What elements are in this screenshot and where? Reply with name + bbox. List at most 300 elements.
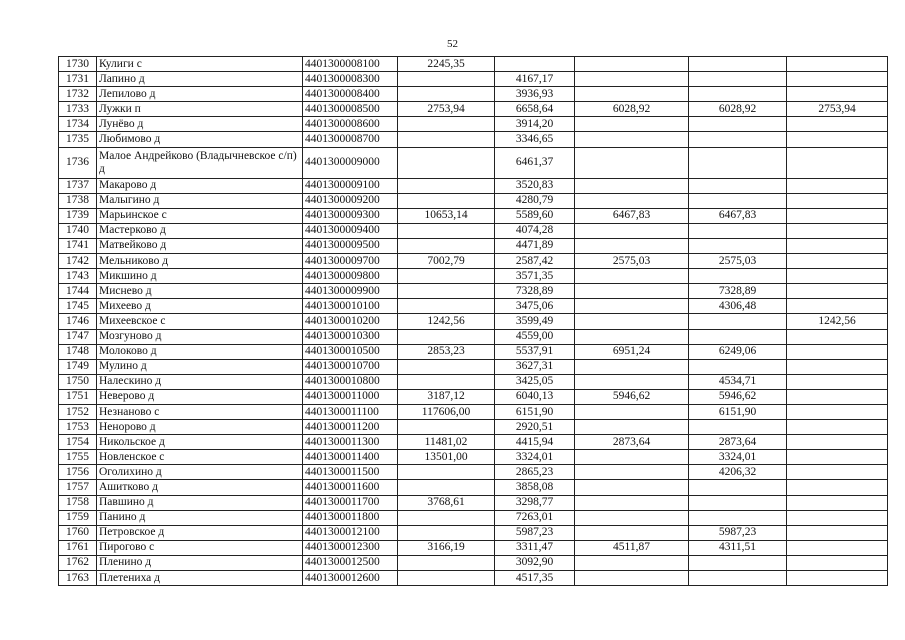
value-3-cell xyxy=(575,269,689,284)
value-5-cell xyxy=(787,374,888,389)
row-number-cell: 1742 xyxy=(59,254,97,269)
value-5-cell xyxy=(787,269,888,284)
oktmo-code-cell: 4401300009500 xyxy=(303,238,398,253)
value-4-cell: 6151,90 xyxy=(689,404,787,419)
value-3-cell xyxy=(575,87,689,102)
value-4-cell xyxy=(689,238,787,253)
settlement-name-cell: Налескино д xyxy=(97,374,303,389)
value-4-cell xyxy=(689,87,787,102)
value-4-cell xyxy=(689,359,787,374)
settlement-name-cell: Петровское д xyxy=(97,525,303,540)
row-number-cell: 1761 xyxy=(59,540,97,555)
settlement-name-cell: Микшино д xyxy=(97,269,303,284)
settlement-name-cell: Незнаново с xyxy=(97,404,303,419)
row-number-cell: 1759 xyxy=(59,510,97,525)
settlement-name-cell: Миснево д xyxy=(97,284,303,299)
settlement-name-cell: Матвейково д xyxy=(97,238,303,253)
value-4-cell: 4306,48 xyxy=(689,299,787,314)
settlement-name-cell: Михеевское с xyxy=(97,314,303,329)
value-2-cell: 7328,89 xyxy=(495,284,575,299)
table-row xyxy=(59,329,888,344)
table-row xyxy=(59,480,888,495)
value-5-cell xyxy=(787,555,888,570)
row-number-cell: 1751 xyxy=(59,389,97,404)
row-number-cell: 1743 xyxy=(59,269,97,284)
value-3-cell xyxy=(575,495,689,510)
oktmo-code-cell: 4401300009200 xyxy=(303,193,398,208)
oktmo-code-cell: 4401300011800 xyxy=(303,510,398,525)
value-5-cell xyxy=(787,435,888,450)
value-1-cell xyxy=(398,117,495,132)
table-row xyxy=(59,525,888,540)
value-3-cell xyxy=(575,299,689,314)
value-5-cell xyxy=(787,495,888,510)
value-4-cell xyxy=(689,555,787,570)
settlement-name-cell: Оголихино д xyxy=(97,465,303,480)
table-row xyxy=(59,420,888,435)
value-2-cell: 5537,91 xyxy=(495,344,575,359)
value-3-cell xyxy=(575,450,689,465)
value-1-cell xyxy=(398,72,495,87)
value-3-cell xyxy=(575,480,689,495)
value-3-cell: 5946,62 xyxy=(575,389,689,404)
value-3-cell xyxy=(575,72,689,87)
value-3-cell xyxy=(575,132,689,147)
value-2-cell: 3311,47 xyxy=(495,540,575,555)
value-2-cell: 3324,01 xyxy=(495,450,575,465)
settlement-name-cell: Марьинское с xyxy=(97,208,303,223)
settlement-name-cell: Новленское с xyxy=(97,450,303,465)
value-5-cell xyxy=(787,420,888,435)
oktmo-code-cell: 4401300008400 xyxy=(303,87,398,102)
settlement-name-cell: Пирогово с xyxy=(97,540,303,555)
value-5-cell xyxy=(787,510,888,525)
value-5-cell xyxy=(787,208,888,223)
value-4-cell: 4206,32 xyxy=(689,465,787,480)
value-1-cell xyxy=(398,178,495,193)
settlement-name-cell: Молоково д xyxy=(97,344,303,359)
oktmo-code-cell: 4401300009100 xyxy=(303,178,398,193)
value-3-cell: 6467,83 xyxy=(575,208,689,223)
value-5-cell xyxy=(787,132,888,147)
oktmo-code-cell: 4401300012300 xyxy=(303,540,398,555)
value-4-cell: 7328,89 xyxy=(689,284,787,299)
row-number-cell: 1750 xyxy=(59,374,97,389)
table-row xyxy=(59,435,888,450)
row-number-cell: 1736 xyxy=(59,147,97,178)
value-2-cell: 3936,93 xyxy=(495,87,575,102)
settlement-name-cell: Мозгуново д xyxy=(97,329,303,344)
oktmo-code-cell: 4401300008100 xyxy=(303,57,398,72)
settlements-table xyxy=(58,56,888,586)
value-3-cell xyxy=(575,420,689,435)
value-3-cell xyxy=(575,571,689,586)
value-2-cell: 3599,49 xyxy=(495,314,575,329)
value-4-cell xyxy=(689,178,787,193)
row-number-cell: 1749 xyxy=(59,359,97,374)
value-3-cell xyxy=(575,238,689,253)
value-1-cell xyxy=(398,193,495,208)
oktmo-code-cell: 4401300008300 xyxy=(303,72,398,87)
table-row xyxy=(59,132,888,147)
row-number-cell: 1756 xyxy=(59,465,97,480)
oktmo-code-cell: 4401300009000 xyxy=(303,147,398,178)
value-1-cell xyxy=(398,374,495,389)
value-1-cell xyxy=(398,420,495,435)
value-3-cell xyxy=(575,117,689,132)
row-number-cell: 1753 xyxy=(59,420,97,435)
value-2-cell: 7263,01 xyxy=(495,510,575,525)
row-number-cell: 1754 xyxy=(59,435,97,450)
table-row xyxy=(59,344,888,359)
value-2-cell: 4415,94 xyxy=(495,435,575,450)
value-1-cell xyxy=(398,269,495,284)
oktmo-code-cell: 4401300009300 xyxy=(303,208,398,223)
value-2-cell: 5987,23 xyxy=(495,525,575,540)
oktmo-code-cell: 4401300010700 xyxy=(303,359,398,374)
oktmo-code-cell: 4401300010200 xyxy=(303,314,398,329)
table-row xyxy=(59,178,888,193)
value-2-cell: 3425,05 xyxy=(495,374,575,389)
table-row xyxy=(59,117,888,132)
value-4-cell xyxy=(689,269,787,284)
value-2-cell: 2865,23 xyxy=(495,465,575,480)
value-2-cell: 3298,77 xyxy=(495,495,575,510)
value-4-cell xyxy=(689,495,787,510)
value-1-cell xyxy=(398,87,495,102)
value-1-cell: 1242,56 xyxy=(398,314,495,329)
value-2-cell: 4167,17 xyxy=(495,72,575,87)
value-1-cell xyxy=(398,284,495,299)
value-2-cell: 3520,83 xyxy=(495,178,575,193)
value-1-cell xyxy=(398,329,495,344)
settlement-name-cell: Лунёво д xyxy=(97,117,303,132)
value-5-cell xyxy=(787,465,888,480)
value-1-cell: 3768,61 xyxy=(398,495,495,510)
value-3-cell xyxy=(575,404,689,419)
oktmo-code-cell: 4401300008700 xyxy=(303,132,398,147)
value-4-cell xyxy=(689,480,787,495)
table-row xyxy=(59,389,888,404)
value-2-cell: 3092,90 xyxy=(495,555,575,570)
value-1-cell xyxy=(398,299,495,314)
value-3-cell xyxy=(575,314,689,329)
row-number-cell: 1758 xyxy=(59,495,97,510)
value-2-cell: 4074,28 xyxy=(495,223,575,238)
row-number-cell: 1747 xyxy=(59,329,97,344)
oktmo-code-cell: 4401300011100 xyxy=(303,404,398,419)
table-row xyxy=(59,571,888,586)
value-3-cell xyxy=(575,525,689,540)
value-2-cell: 2920,51 xyxy=(495,420,575,435)
table-row xyxy=(59,404,888,419)
value-5-cell xyxy=(787,540,888,555)
table-row xyxy=(59,269,888,284)
row-number-cell: 1762 xyxy=(59,555,97,570)
table-row xyxy=(59,147,888,178)
settlement-name-cell: Михеево д xyxy=(97,299,303,314)
table-body xyxy=(59,57,888,586)
row-number-cell: 1760 xyxy=(59,525,97,540)
value-4-cell: 5946,62 xyxy=(689,389,787,404)
value-4-cell xyxy=(689,223,787,238)
row-number-cell: 1732 xyxy=(59,87,97,102)
value-4-cell xyxy=(689,117,787,132)
oktmo-code-cell: 4401300010800 xyxy=(303,374,398,389)
oktmo-code-cell: 4401300010500 xyxy=(303,344,398,359)
value-5-cell xyxy=(787,571,888,586)
value-1-cell xyxy=(398,465,495,480)
value-5-cell: 1242,56 xyxy=(787,314,888,329)
table-row xyxy=(59,450,888,465)
value-3-cell xyxy=(575,57,689,72)
value-2-cell: 3346,65 xyxy=(495,132,575,147)
settlement-name-cell: Малыгино д xyxy=(97,193,303,208)
table-row xyxy=(59,72,888,87)
table-row xyxy=(59,284,888,299)
table-row xyxy=(59,87,888,102)
value-5-cell xyxy=(787,254,888,269)
value-5-cell xyxy=(787,72,888,87)
oktmo-code-cell: 4401300011400 xyxy=(303,450,398,465)
value-2-cell: 3858,08 xyxy=(495,480,575,495)
value-4-cell: 6249,06 xyxy=(689,344,787,359)
table-row xyxy=(59,540,888,555)
row-number-cell: 1740 xyxy=(59,223,97,238)
value-1-cell: 10653,14 xyxy=(398,208,495,223)
oktmo-code-cell: 4401300012100 xyxy=(303,525,398,540)
value-4-cell: 6028,92 xyxy=(689,102,787,117)
value-3-cell xyxy=(575,223,689,238)
settlement-name-cell: Мастерково д xyxy=(97,223,303,238)
value-3-cell: 4511,87 xyxy=(575,540,689,555)
value-3-cell xyxy=(575,284,689,299)
settlement-name-cell: Ненорово д xyxy=(97,420,303,435)
value-1-cell xyxy=(398,510,495,525)
value-3-cell xyxy=(575,359,689,374)
value-4-cell xyxy=(689,420,787,435)
value-5-cell xyxy=(787,525,888,540)
settlement-name-cell: Макарово д xyxy=(97,178,303,193)
value-1-cell xyxy=(398,571,495,586)
value-3-cell xyxy=(575,178,689,193)
settlement-name-cell: Малое Андрейково (Владычневское с/п) д xyxy=(97,147,303,178)
value-1-cell: 3166,19 xyxy=(398,540,495,555)
settlement-name-cell: Мулино д xyxy=(97,359,303,374)
table-row xyxy=(59,374,888,389)
value-4-cell: 3324,01 xyxy=(689,450,787,465)
row-number-cell: 1745 xyxy=(59,299,97,314)
row-number-cell: 1752 xyxy=(59,404,97,419)
value-1-cell xyxy=(398,359,495,374)
row-number-cell: 1730 xyxy=(59,57,97,72)
settlement-name-cell: Неверово д xyxy=(97,389,303,404)
oktmo-code-cell: 4401300011200 xyxy=(303,420,398,435)
value-5-cell xyxy=(787,87,888,102)
value-2-cell xyxy=(495,57,575,72)
oktmo-code-cell: 4401300008600 xyxy=(303,117,398,132)
value-1-cell xyxy=(398,480,495,495)
value-3-cell xyxy=(575,510,689,525)
oktmo-code-cell: 4401300009700 xyxy=(303,254,398,269)
row-number-cell: 1744 xyxy=(59,284,97,299)
table-row xyxy=(59,102,888,117)
value-5-cell xyxy=(787,404,888,419)
row-number-cell: 1757 xyxy=(59,480,97,495)
value-5-cell: 2753,94 xyxy=(787,102,888,117)
value-1-cell: 2853,23 xyxy=(398,344,495,359)
row-number-cell: 1739 xyxy=(59,208,97,223)
value-3-cell: 2575,03 xyxy=(575,254,689,269)
value-5-cell xyxy=(787,284,888,299)
oktmo-code-cell: 4401300009400 xyxy=(303,223,398,238)
oktmo-code-cell: 4401300011300 xyxy=(303,435,398,450)
value-2-cell: 6658,64 xyxy=(495,102,575,117)
value-4-cell: 6467,83 xyxy=(689,208,787,223)
table-row xyxy=(59,495,888,510)
value-5-cell xyxy=(787,344,888,359)
value-3-cell xyxy=(575,374,689,389)
oktmo-code-cell: 4401300011000 xyxy=(303,389,398,404)
value-5-cell xyxy=(787,193,888,208)
value-4-cell xyxy=(689,329,787,344)
value-1-cell xyxy=(398,238,495,253)
value-2-cell: 3475,06 xyxy=(495,299,575,314)
value-4-cell xyxy=(689,132,787,147)
settlement-name-cell: Пленино д xyxy=(97,555,303,570)
value-2-cell: 6040,13 xyxy=(495,389,575,404)
value-2-cell: 4517,35 xyxy=(495,571,575,586)
value-4-cell xyxy=(689,314,787,329)
value-2-cell: 3627,31 xyxy=(495,359,575,374)
value-2-cell: 2587,42 xyxy=(495,254,575,269)
settlement-name-cell: Лапино д xyxy=(97,72,303,87)
table-row xyxy=(59,359,888,374)
value-1-cell: 13501,00 xyxy=(398,450,495,465)
oktmo-code-cell: 4401300009900 xyxy=(303,284,398,299)
value-3-cell: 6951,24 xyxy=(575,344,689,359)
value-1-cell: 7002,79 xyxy=(398,254,495,269)
row-number-cell: 1731 xyxy=(59,72,97,87)
settlement-name-cell: Павшино д xyxy=(97,495,303,510)
table-row xyxy=(59,208,888,223)
value-3-cell xyxy=(575,147,689,178)
row-number-cell: 1755 xyxy=(59,450,97,465)
value-4-cell: 2873,64 xyxy=(689,435,787,450)
settlement-name-cell: Лужки п xyxy=(97,102,303,117)
value-1-cell xyxy=(398,132,495,147)
value-3-cell xyxy=(575,555,689,570)
row-number-cell: 1741 xyxy=(59,238,97,253)
table-row xyxy=(59,238,888,253)
value-5-cell xyxy=(787,480,888,495)
row-number-cell: 1734 xyxy=(59,117,97,132)
value-3-cell: 2873,64 xyxy=(575,435,689,450)
row-number-cell: 1733 xyxy=(59,102,97,117)
value-1-cell: 2753,94 xyxy=(398,102,495,117)
row-number-cell: 1748 xyxy=(59,344,97,359)
table-row xyxy=(59,314,888,329)
table-row xyxy=(59,223,888,238)
value-5-cell xyxy=(787,178,888,193)
table-row xyxy=(59,299,888,314)
oktmo-code-cell: 4401300010100 xyxy=(303,299,398,314)
value-5-cell xyxy=(787,450,888,465)
oktmo-code-cell: 4401300008500 xyxy=(303,102,398,117)
value-4-cell xyxy=(689,72,787,87)
settlement-name-cell: Никольское д xyxy=(97,435,303,450)
value-4-cell: 4534,71 xyxy=(689,374,787,389)
row-number-cell: 1737 xyxy=(59,178,97,193)
oktmo-code-cell: 4401300012600 xyxy=(303,571,398,586)
value-2-cell: 4559,00 xyxy=(495,329,575,344)
value-1-cell: 11481,02 xyxy=(398,435,495,450)
value-2-cell: 3914,20 xyxy=(495,117,575,132)
settlement-name-cell: Любимово д xyxy=(97,132,303,147)
oktmo-code-cell: 4401300011500 xyxy=(303,465,398,480)
page-number: 52 xyxy=(447,38,458,50)
value-3-cell xyxy=(575,465,689,480)
value-5-cell xyxy=(787,299,888,314)
value-5-cell xyxy=(787,223,888,238)
oktmo-code-cell: 4401300011700 xyxy=(303,495,398,510)
table-row xyxy=(59,510,888,525)
row-number-cell: 1763 xyxy=(59,571,97,586)
value-1-cell: 117606,00 xyxy=(398,404,495,419)
value-2-cell: 3571,35 xyxy=(495,269,575,284)
value-4-cell xyxy=(689,57,787,72)
value-4-cell xyxy=(689,510,787,525)
value-2-cell: 6461,37 xyxy=(495,147,575,178)
table-row xyxy=(59,254,888,269)
value-4-cell xyxy=(689,571,787,586)
value-5-cell xyxy=(787,147,888,178)
settlement-name-cell: Лепилово д xyxy=(97,87,303,102)
table-row xyxy=(59,57,888,72)
oktmo-code-cell: 4401300010300 xyxy=(303,329,398,344)
table-row xyxy=(59,555,888,570)
value-5-cell xyxy=(787,359,888,374)
settlement-name-cell: Мельниково д xyxy=(97,254,303,269)
value-1-cell xyxy=(398,223,495,238)
value-2-cell: 6151,90 xyxy=(495,404,575,419)
oktmo-code-cell: 4401300012500 xyxy=(303,555,398,570)
settlement-name-cell: Плетениха д xyxy=(97,571,303,586)
table-row xyxy=(59,465,888,480)
settlement-name-cell: Панино д xyxy=(97,510,303,525)
value-1-cell xyxy=(398,555,495,570)
oktmo-code-cell: 4401300011600 xyxy=(303,480,398,495)
value-1-cell xyxy=(398,525,495,540)
value-5-cell xyxy=(787,238,888,253)
settlement-name-cell: Ашитково д xyxy=(97,480,303,495)
oktmo-code-cell: 4401300009800 xyxy=(303,269,398,284)
value-1-cell: 3187,12 xyxy=(398,389,495,404)
row-number-cell: 1735 xyxy=(59,132,97,147)
table-row xyxy=(59,193,888,208)
value-2-cell: 4280,79 xyxy=(495,193,575,208)
value-4-cell: 5987,23 xyxy=(689,525,787,540)
value-4-cell: 4311,51 xyxy=(689,540,787,555)
value-5-cell xyxy=(787,117,888,132)
value-5-cell xyxy=(787,57,888,72)
value-4-cell xyxy=(689,193,787,208)
value-3-cell: 6028,92 xyxy=(575,102,689,117)
value-1-cell xyxy=(398,147,495,178)
settlement-name-cell: Кулиги с xyxy=(97,57,303,72)
value-4-cell xyxy=(689,147,787,178)
value-2-cell: 5589,60 xyxy=(495,208,575,223)
